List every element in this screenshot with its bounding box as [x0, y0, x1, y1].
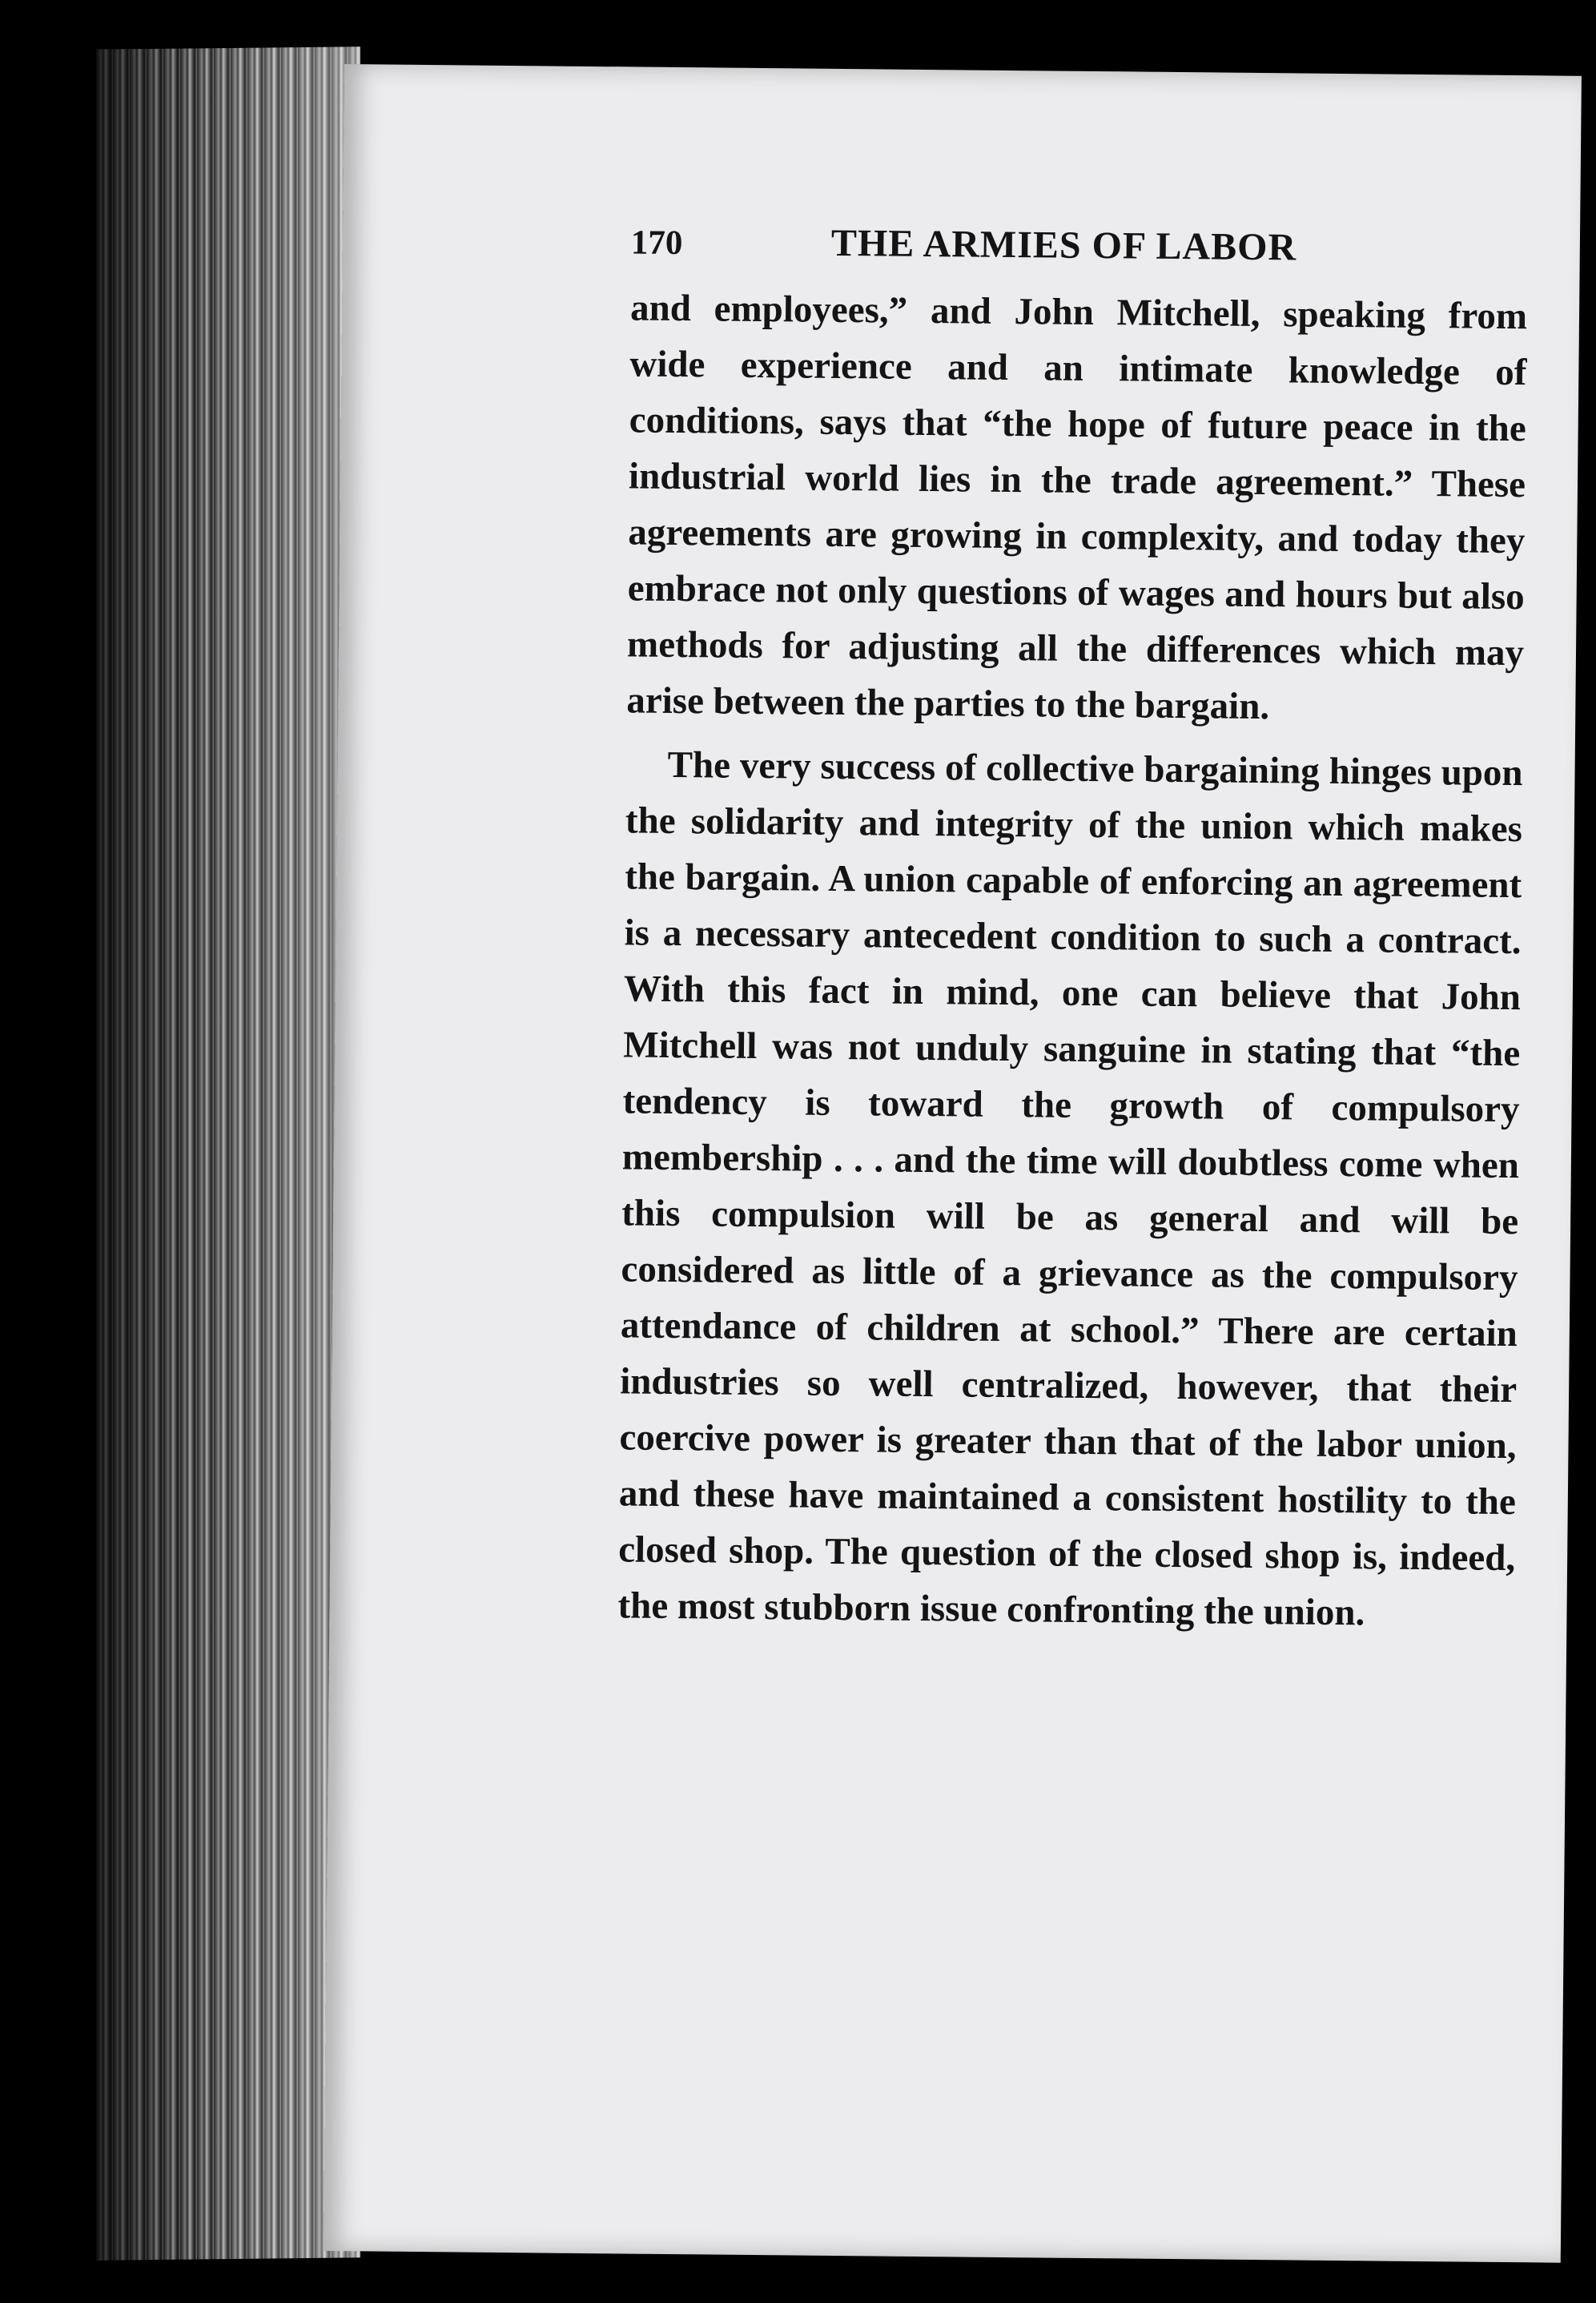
running-title: THE ARMIES OF LABOR [830, 221, 1297, 269]
running-head [631, 219, 1529, 277]
text-block [617, 219, 1528, 1642]
paragraph-1: and employees,” and John Mitchell, speaking from wide experience and an intimate knowledge of conditions, says that “the hope of future peace in the industrial world lies in the trade agreement.” These agreements are growing in complexity, and today they embrace not only questions of wages and hours but also methods for adjusting all the differences which may arise between the parties to the bargain. [626, 287, 1528, 728]
page-number: 170 [630, 223, 683, 263]
book-fore-edge [96, 46, 360, 2260]
body-text [617, 280, 1527, 1642]
paragraph-2: The very success of collective bargaining hinges upon the solidarity and integrity of the union which makes the bargain. A union capable of enforcing an agreement is a necessary antecedent condition to such a contract. With this fact in mind, one can believe that John Mitchell was not unduly sanguine in stating that “the tendency is toward the growth of compulsory membership . . . and the time will doubtless come when this compulsion will be as general and will be considered as little of a grievance as the compulsory attendance of children at school.” There are certain industries so well centralized, however, that their coercive power is greater than that of the labor union, and these have maintained a consistent hostility to the closed shop. The question of the closed shop is, indeed, the most stubborn issue confronting the union. [617, 743, 1523, 1634]
page-sheet [324, 64, 1582, 2263]
